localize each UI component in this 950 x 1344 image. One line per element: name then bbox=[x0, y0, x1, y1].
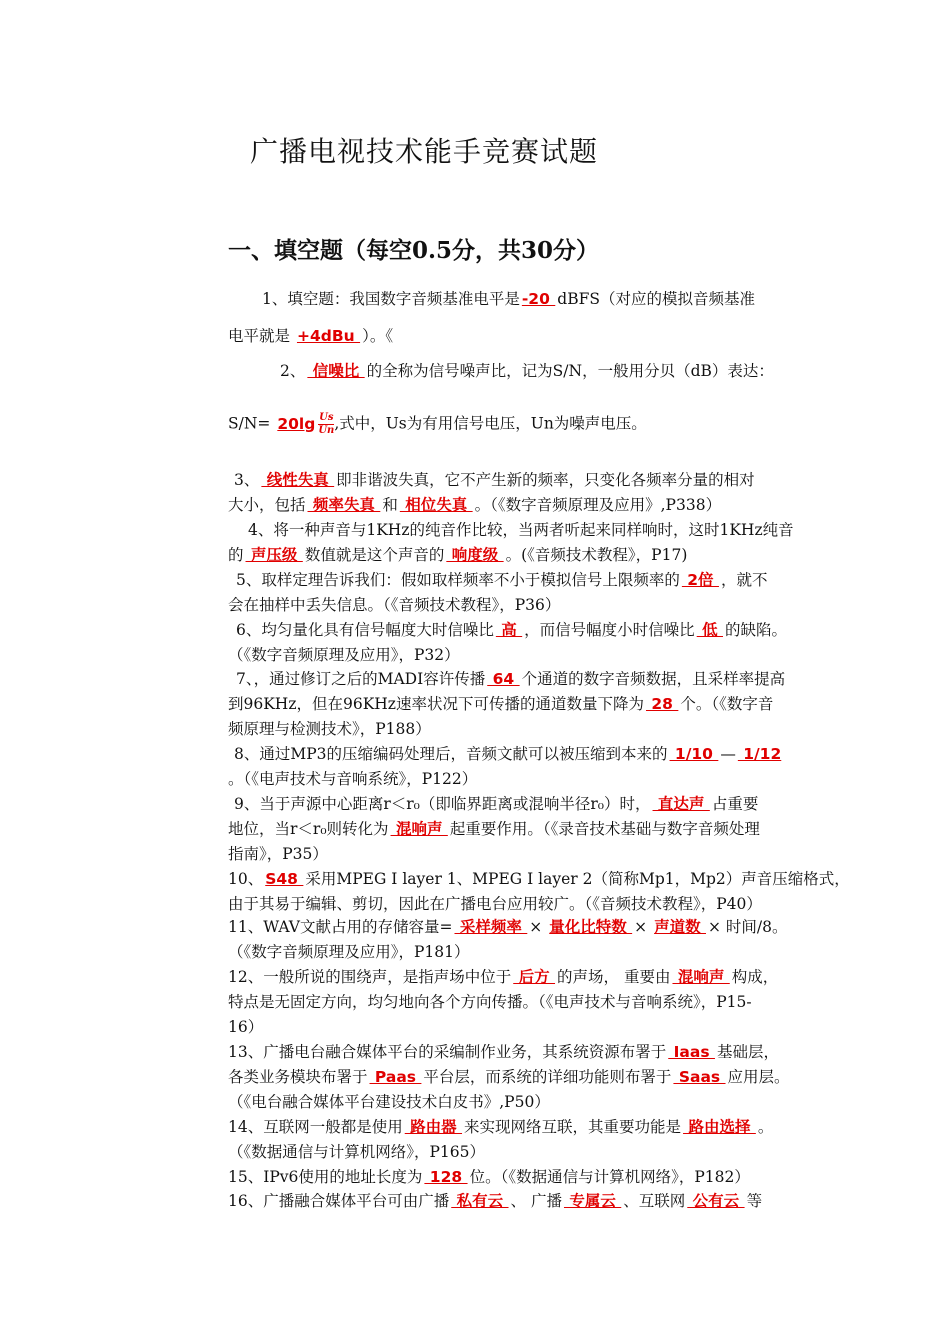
text: 基础层， bbox=[716, 1043, 779, 1061]
question-1-line-2 bbox=[228, 325, 393, 347]
text: 指南》，P35） bbox=[228, 845, 328, 863]
question-10-line-1 bbox=[228, 868, 850, 890]
question-4-line-2 bbox=[228, 544, 687, 566]
answer-blank: 量化比特数 bbox=[549, 918, 633, 936]
text: 、互联网 bbox=[623, 1192, 686, 1210]
text: 1、填空题：我国数字音频基准电平是 bbox=[262, 290, 520, 308]
answer-blank: 路由选择 bbox=[683, 1118, 756, 1136]
question-1-line-1 bbox=[262, 288, 755, 310]
text: 6、均匀量化具有信号幅度大时信噪比 bbox=[236, 621, 494, 639]
text: 构成， bbox=[731, 968, 779, 986]
question-12-line-2 bbox=[228, 991, 752, 1013]
answer-blank: 路由器 bbox=[404, 1118, 463, 1136]
text: 11、WAV文献占用的存储容量= bbox=[228, 918, 453, 936]
answer-blank: 28 bbox=[645, 695, 679, 713]
question-15-line-1 bbox=[228, 1166, 750, 1188]
text: （《数据通信与计算机网络》，P165） bbox=[228, 1143, 486, 1161]
answer-blank: 1/10 bbox=[669, 745, 719, 763]
text: 频原理与检测技术》，P188） bbox=[228, 720, 431, 738]
text: ,式中，Us为有用信号电压，Un为噪声电压。 bbox=[334, 414, 647, 433]
text: 10、 bbox=[228, 870, 264, 888]
answer-blank: 128 bbox=[424, 1168, 468, 1186]
answer-blank: 专属云 bbox=[563, 1192, 622, 1210]
question-11-line-2 bbox=[228, 941, 470, 963]
text: ，而信号幅度小时信噪比 bbox=[524, 621, 695, 639]
text: 应用层。 bbox=[727, 1068, 790, 1086]
question-9-line-3 bbox=[228, 843, 328, 865]
answer-blank: 公有云 bbox=[687, 1192, 745, 1210]
question-10-line-2 bbox=[228, 893, 762, 915]
text: 电平就是 bbox=[228, 327, 291, 345]
answer-blank: 声道数 bbox=[654, 918, 706, 936]
text: 、 广播 bbox=[510, 1192, 562, 1210]
question-5-line-1 bbox=[236, 569, 767, 591]
text: 8、通过MP3的压缩编码处理后，音频文献可以被压缩到本来的 bbox=[234, 745, 668, 763]
text: 到96KHz，但在96KHz速率状况下可传播的通道数量下降为 bbox=[228, 695, 644, 713]
question-12-line-1 bbox=[228, 966, 778, 988]
answer-blank: 响度级 bbox=[446, 546, 504, 564]
question-7-line-1 bbox=[236, 668, 785, 690]
text: 和 bbox=[382, 496, 398, 514]
answer-blank: -20 bbox=[521, 290, 556, 308]
text: 个通道的数字音频数据，且采样率提高 bbox=[521, 670, 786, 688]
question-7-line-2 bbox=[228, 693, 773, 715]
answer-blank: Saas bbox=[673, 1068, 726, 1086]
answer-blank: 混响声 bbox=[390, 820, 448, 838]
question-6-line-2 bbox=[228, 644, 460, 666]
answer-blank: 1/12 bbox=[737, 745, 782, 763]
text: 地位，当r＜r₀则转化为 bbox=[228, 820, 389, 838]
question-8-line-2 bbox=[228, 768, 477, 790]
answer-blank: Iaas bbox=[668, 1043, 715, 1061]
text: S/N= bbox=[228, 414, 271, 433]
text: 4、将一种声音与1KHz的纯音作比较，当两者听起来同样响时，这时1KHz纯音 bbox=[248, 521, 794, 539]
question-4-line-1 bbox=[248, 519, 794, 541]
text: ，就不 bbox=[720, 571, 768, 589]
answer-blank: 2倍 bbox=[681, 571, 719, 589]
question-9-line-1 bbox=[234, 793, 758, 815]
text: （《数字音频原理及应用》，P181） bbox=[228, 943, 470, 961]
text: 会在抽样中丢失信息。（《音频技术教程》，P36） bbox=[228, 596, 561, 614]
text: 由于其易于编辑、剪切，因此在广播电台应用较广。（《音频技术教程》，P40） bbox=[228, 895, 762, 913]
text: 的声场， 重要由 bbox=[557, 968, 671, 986]
fraction-numerator: Us bbox=[319, 412, 334, 423]
question-9-line-2 bbox=[228, 818, 760, 840]
answer-blank: 后方 bbox=[513, 968, 556, 986]
text: （《数字音频原理及应用》，P32） bbox=[228, 646, 460, 664]
text: 的缺陷。 bbox=[724, 621, 787, 639]
text: × 时间/8。 bbox=[707, 918, 788, 936]
question-3-line-2 bbox=[228, 494, 721, 516]
text: 来实现网络互联，其重要功能是 bbox=[464, 1118, 682, 1136]
text: 。(《音频技术教程》，P17) bbox=[505, 546, 688, 564]
question-13-line-2 bbox=[228, 1066, 790, 1088]
text: 数值就是这个声音的 bbox=[304, 546, 445, 564]
answer-blank: 频率失真 bbox=[307, 496, 381, 514]
text: 占重要 bbox=[711, 795, 759, 813]
text: 12、一般所说的围绕声，是指声场中位于 bbox=[228, 968, 512, 986]
text: 大小，包括 bbox=[228, 496, 306, 514]
text: 位。（《数据通信与计算机网络》，P182） bbox=[469, 1168, 750, 1186]
question-14-line-2 bbox=[228, 1141, 485, 1163]
text: dBFS（对应的模拟音频基准 bbox=[557, 290, 755, 308]
text: ）。《 bbox=[362, 327, 394, 345]
answer-blank: 混响声 bbox=[672, 968, 730, 986]
question-5-line-2 bbox=[228, 594, 560, 616]
answer-blank: S48 bbox=[265, 870, 304, 888]
question-13-line-1 bbox=[228, 1041, 779, 1063]
text: 的全称为信号噪声比，记为S/N，一般用分贝（dB）表达： bbox=[366, 362, 774, 380]
document-title: 广播电视技术能手竞赛试题 bbox=[250, 135, 599, 168]
text: 。（《电声技术与音响系统》，P122） bbox=[228, 770, 478, 788]
answer-formula: 20lg bbox=[277, 414, 316, 433]
answer-blank: 直达声 bbox=[652, 795, 710, 813]
question-12-line-3 bbox=[228, 1016, 263, 1038]
text: 等 bbox=[746, 1192, 763, 1210]
text: 2、 bbox=[280, 362, 306, 380]
text: （《电台融合媒体平台建设技术白皮书》,P50） bbox=[228, 1093, 550, 1111]
answer-blank: 信噪比 bbox=[307, 362, 365, 380]
text: 。 bbox=[757, 1118, 774, 1136]
text: 16、广播融合媒体平台可由广播 bbox=[228, 1192, 450, 1210]
question-13-line-3 bbox=[228, 1091, 550, 1113]
fraction-denominator: Un bbox=[318, 425, 335, 436]
answer-blank: 相位失真 bbox=[399, 496, 473, 514]
text: × bbox=[634, 918, 648, 936]
answer-blank: 高 bbox=[495, 621, 523, 639]
text: 7、，通过修订之后的MADI容许传播 bbox=[236, 670, 486, 688]
text: 3、 bbox=[234, 471, 260, 489]
text: 16） bbox=[228, 1018, 264, 1036]
text: 14、互联网一般都是使用 bbox=[228, 1118, 403, 1136]
text: 的 bbox=[228, 546, 244, 564]
answer-blank: 64 bbox=[487, 670, 520, 688]
text: 平台层，而系统的详细功能则布署于 bbox=[423, 1068, 672, 1086]
text: 9、当于声源中心距离r＜r₀（即临界距离或混响半径r₀）时， bbox=[234, 795, 651, 813]
text: 即非谐波失真，它不产生新的频率，只变化各频率分量的相对 bbox=[336, 471, 755, 489]
text: 采用MPEG I layer 1、MPEG I layer 2（简称Mp1，Mp2）声音压缩格式， bbox=[305, 870, 850, 888]
text: 特点是无固定方向，均匀地向各个方向传播。（《电声技术与音响系统》，P15- bbox=[228, 993, 752, 1011]
text: — bbox=[720, 745, 736, 763]
question-16-line-1 bbox=[228, 1190, 762, 1212]
answer-blank: 低 bbox=[696, 621, 723, 639]
question-3-line-1 bbox=[234, 469, 755, 491]
question-6-line-1 bbox=[236, 619, 787, 641]
text: 。（《数字音频原理及应用》,P338） bbox=[474, 496, 722, 514]
question-14-line-1 bbox=[228, 1116, 773, 1138]
question-2-line-1 bbox=[280, 360, 774, 382]
text: 13、广播电台融合媒体平台的采编制作业务，其系统资源布署于 bbox=[228, 1043, 667, 1061]
text: 个。（《数字音 bbox=[680, 695, 774, 713]
answer-blank: 线性失真 bbox=[261, 471, 335, 489]
question-2-line-2 bbox=[228, 412, 647, 437]
text: 5、取样定理告诉我们：假如取样频率不小于模拟信号上限频率的 bbox=[236, 571, 680, 589]
question-7-line-3 bbox=[228, 718, 431, 740]
question-11-line-1 bbox=[228, 916, 787, 938]
text: 15、IPv6使用的地址长度为 bbox=[228, 1168, 423, 1186]
answer-blank: 私有云 bbox=[451, 1192, 509, 1210]
text: × bbox=[529, 918, 543, 936]
question-8-line-1 bbox=[234, 743, 783, 765]
answer-blank: +4dBu bbox=[296, 327, 361, 345]
answer-blank: 声压级 bbox=[245, 546, 303, 564]
section-heading: 一、填空题（每空0.5分，共30分） bbox=[228, 237, 600, 264]
formula-fraction bbox=[318, 412, 334, 437]
answer-blank: Paas bbox=[369, 1068, 422, 1086]
text: 各类业务模块布署于 bbox=[228, 1068, 368, 1086]
answer-blank: 采样频率 bbox=[454, 918, 528, 936]
text: 起重要作用。（《录音技术基础与数字音频处理 bbox=[449, 820, 760, 838]
